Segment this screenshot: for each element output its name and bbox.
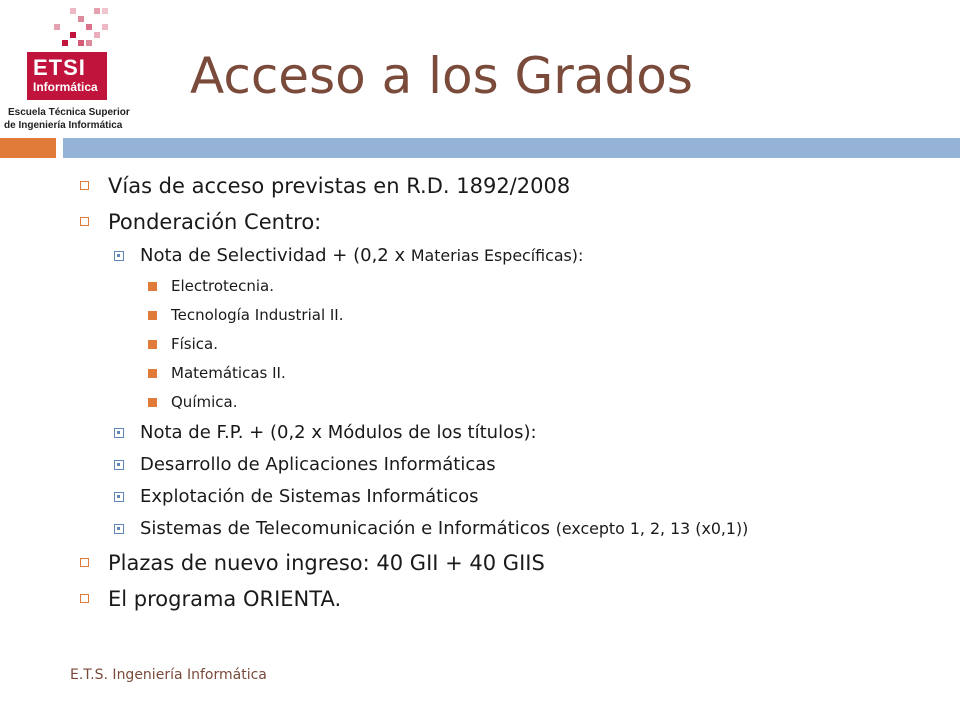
- sub-sub-bullet-item: [70, 363, 950, 383]
- logo-pixel: [102, 24, 108, 30]
- footer-org: E.T.S.: [70, 667, 108, 683]
- sub-bullet-item: [70, 244, 950, 268]
- logo-pixel: [54, 24, 60, 30]
- bullet-text: Tecnología Industrial II.: [171, 306, 344, 324]
- bullet-text-small: (excepto 1, 2, 13 (x0,1)): [555, 519, 749, 538]
- filled-square-bullet-icon: [148, 340, 157, 349]
- filled-square-bullet-icon: [148, 282, 157, 291]
- square-bullet-icon: [114, 428, 124, 438]
- filled-square-bullet-icon: [148, 311, 157, 320]
- bullet-text: Vías de acceso previstas en R.D. 1892/2008: [108, 174, 571, 198]
- logo-pixel: [62, 40, 68, 46]
- bullet-item: [70, 585, 950, 613]
- sub-bullet-item: [70, 485, 950, 509]
- logo-pixel: [78, 40, 84, 46]
- logo-main-text: ETSI: [33, 55, 86, 80]
- bullet-text: Sistemas de Telecomunicación e Informáticos: [140, 518, 556, 539]
- slide-title: Acceso a los Grados: [190, 47, 693, 105]
- bullet-text: Nota de Selectividad + (0,2 x: [140, 245, 411, 266]
- bullet-item: [70, 172, 950, 200]
- square-bullet-icon: [114, 492, 124, 502]
- logo-pixel: [78, 16, 84, 22]
- bullet-text: El programa ORIENTA.: [108, 587, 342, 611]
- logo-pixel: [94, 32, 100, 38]
- sub-bullet-item: [70, 517, 950, 541]
- bullet-text: Nota de F.P. + (0,2 x Módulos de los títulos):: [140, 422, 537, 443]
- sub-sub-bullet-item: [70, 392, 950, 412]
- sub-sub-bullet-item: [70, 334, 950, 354]
- bullet-text: Explotación de Sistemas Informáticos: [140, 486, 479, 507]
- slide-content: [70, 172, 950, 621]
- bullet-item: [70, 208, 950, 236]
- bullet-text: Matemáticas II.: [171, 364, 286, 382]
- logo-pixel: [102, 8, 108, 14]
- bullet-text-small: Materias Específicas):: [410, 246, 584, 265]
- bullet-text: Física.: [171, 335, 218, 353]
- square-bullet-icon: [114, 460, 124, 470]
- bullet-text: Química.: [171, 393, 238, 411]
- filled-square-bullet-icon: [148, 398, 157, 407]
- logo-pixel: [86, 40, 92, 46]
- filled-square-bullet-icon: [148, 369, 157, 378]
- header-bar-orange: [0, 138, 56, 158]
- logo-pixel: [86, 24, 92, 30]
- slide-footer: [70, 667, 267, 683]
- sub-bullet-item: [70, 453, 950, 477]
- bullet-text: Desarrollo de Aplicaciones Informáticas: [140, 454, 496, 475]
- logo-pixel: [94, 8, 100, 14]
- bullet-text: Plazas de nuevo ingreso: 40 GII + 40 GIIS: [108, 551, 545, 575]
- header-bar-blue: [63, 138, 960, 158]
- logo-line2: de Ingeniería Informática: [4, 120, 123, 131]
- bullet-item: [70, 549, 950, 577]
- footer-name: Ingeniería Informática: [107, 667, 267, 683]
- logo-sub-text: Informática: [33, 80, 98, 94]
- sub-sub-bullet-item: [70, 276, 950, 296]
- square-bullet-icon: [114, 524, 124, 534]
- logo-line1: Escuela Técnica Superior: [8, 107, 130, 118]
- square-bullet-icon: [80, 181, 89, 190]
- sub-bullet-item: [70, 421, 950, 445]
- square-bullet-icon: [80, 594, 89, 603]
- sub-sub-bullet-item: [70, 305, 950, 325]
- bullet-text: Electrotecnia.: [171, 277, 275, 295]
- bullet-text: Ponderación Centro:: [108, 210, 322, 234]
- square-bullet-icon: [114, 251, 124, 261]
- etsi-logo: [0, 0, 160, 135]
- square-bullet-icon: [80, 217, 89, 226]
- logo-pixel: [70, 8, 76, 14]
- logo-pixel: [70, 32, 76, 38]
- square-bullet-icon: [80, 558, 89, 567]
